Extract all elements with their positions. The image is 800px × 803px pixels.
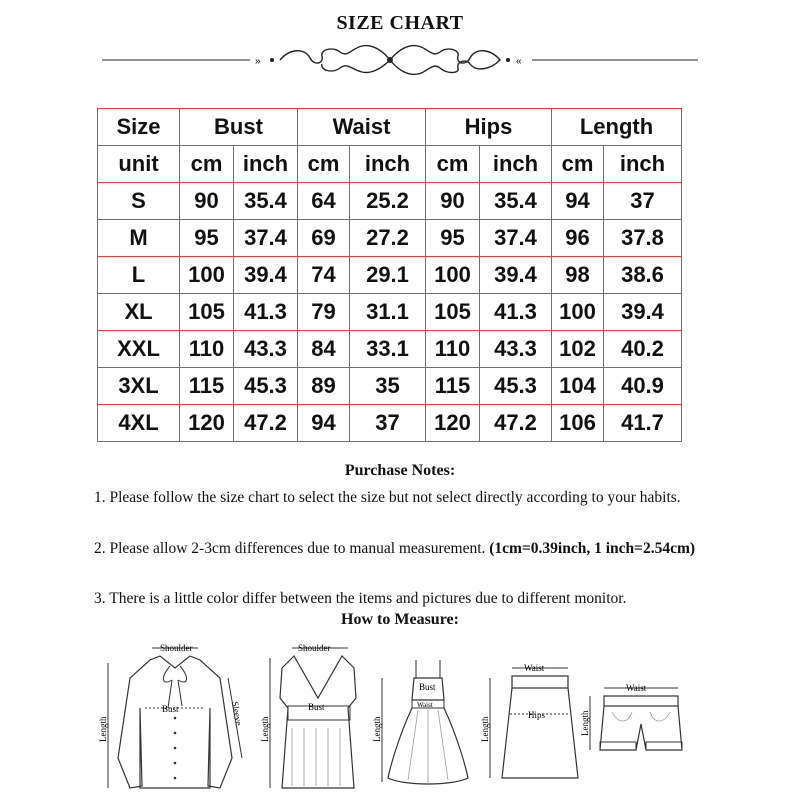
value-cell: 41.3 [234,294,298,331]
shoulder-label: Shoulder [160,643,193,653]
note-2 [94,537,714,560]
value-cell: 38.6 [604,257,682,294]
ornament-divider [100,40,700,80]
value-cell: 120 [426,405,480,442]
value-cell: 41.3 [480,294,552,331]
table-unit-row [98,146,682,183]
value-cell: 35.4 [234,183,298,220]
shorts-diagram [582,638,692,803]
value-cell: 115 [180,368,234,405]
value-cell: 37 [604,183,682,220]
value-cell: 100 [552,294,604,331]
table-row [98,257,682,294]
header-cell: Waist [298,109,426,146]
table-row [98,368,682,405]
value-cell: 43.3 [480,331,552,368]
table-header-row [98,109,682,146]
value-cell: 84 [298,331,350,368]
value-cell: 69 [298,220,350,257]
unit-cell: cm [298,146,350,183]
unit-cell: cm [180,146,234,183]
value-cell: 115 [426,368,480,405]
value-cell: 47.2 [234,405,298,442]
note-3: 3. There is a little color differ between the items and pictures due to different monitor. [94,590,627,607]
value-cell: 74 [298,257,350,294]
value-cell: 35.4 [480,183,552,220]
value-cell: 47.2 [480,405,552,442]
unit-cell: inch [604,146,682,183]
size-cell: L [98,257,180,294]
dress-diagram [374,638,474,803]
value-cell: 37.4 [480,220,552,257]
value-cell: 40.2 [604,331,682,368]
value-cell: 39.4 [480,257,552,294]
length-label-4: Length [480,716,490,742]
value-cell: 25.2 [350,183,426,220]
value-cell: 64 [298,183,350,220]
size-cell: S [98,183,180,220]
table-row [98,220,682,257]
unit-cell: inch [234,146,298,183]
length-label-3: Length [372,716,382,742]
value-cell: 105 [180,294,234,331]
value-cell: 95 [426,220,480,257]
unit-cell: unit [98,146,180,183]
size-cell: 3XL [98,368,180,405]
value-cell: 96 [552,220,604,257]
waist-label-5: Waist [626,683,647,693]
table-row [98,331,682,368]
value-cell: 33.1 [350,331,426,368]
value-cell: 45.3 [234,368,298,405]
value-cell: 90 [180,183,234,220]
size-chart-table [97,108,682,442]
note-2-text: 2. Please allow 2-3cm differences due to manual measurement. [94,540,486,557]
value-cell: 37.4 [234,220,298,257]
bust-label-2: Bust [308,702,325,712]
blouse-diagram [100,638,250,803]
value-cell: 110 [426,331,480,368]
value-cell: 105 [426,294,480,331]
size-cell: XXL [98,331,180,368]
value-cell: 37 [350,405,426,442]
value-cell: 43.3 [234,331,298,368]
sleeve-label: Sleeve [230,700,245,726]
table-row [98,405,682,442]
value-cell: 100 [180,257,234,294]
page-title: SIZE CHART [336,12,464,34]
value-cell: 110 [180,331,234,368]
value-cell: 94 [298,405,350,442]
value-cell: 39.4 [604,294,682,331]
value-cell: 102 [552,331,604,368]
value-cell: 95 [180,220,234,257]
value-cell: 79 [298,294,350,331]
value-cell: 120 [180,405,234,442]
value-cell: 37.8 [604,220,682,257]
header-cell: Size [98,109,180,146]
unit-cell: inch [350,146,426,183]
value-cell: 29.1 [350,257,426,294]
shoulder-label-2: Shoulder [298,643,331,653]
note-2-conversion: (1cm=0.39inch, 1 inch=2.54cm) [489,540,696,557]
value-cell: 27.2 [350,220,426,257]
svg-text:»: » [255,56,261,67]
size-cell: XL [98,294,180,331]
header-cell: Length [552,109,682,146]
hips-label: Hips [528,710,546,720]
value-cell: 89 [298,368,350,405]
value-cell: 45.3 [480,368,552,405]
value-cell: 104 [552,368,604,405]
header-cell: Bust [180,109,298,146]
tank-top-diagram [262,638,362,803]
table-row [98,294,682,331]
value-cell: 41.7 [604,405,682,442]
unit-cell: cm [426,146,480,183]
bust-label-3: Bust [419,682,436,692]
value-cell: 40.9 [604,368,682,405]
length-label: Length [98,716,108,742]
table-row [98,183,682,220]
header-cell: Hips [426,109,552,146]
size-cell: 4XL [98,405,180,442]
unit-cell: cm [552,146,604,183]
length-label-5: Length [580,710,590,736]
waist-label-3: Waist [417,701,433,709]
value-cell: 35 [350,368,426,405]
purchase-notes-title: Purchase Notes: [344,462,456,479]
unit-cell: inch [480,146,552,183]
note-1: 1. Please follow the size chart to select the size but not select directly according to your habits. [94,489,681,506]
value-cell: 31.1 [350,294,426,331]
bust-label: Bust [162,704,179,714]
value-cell: 98 [552,257,604,294]
value-cell: 90 [426,183,480,220]
value-cell: 94 [552,183,604,220]
skirt-diagram [478,638,578,803]
length-label-2: Length [260,716,270,742]
value-cell: 106 [552,405,604,442]
svg-text:«: « [516,56,522,67]
value-cell: 100 [426,257,480,294]
waist-label-4: Waist [524,663,545,673]
how-to-measure-title: How to Measure: [341,611,459,628]
size-cell: M [98,220,180,257]
value-cell: 39.4 [234,257,298,294]
